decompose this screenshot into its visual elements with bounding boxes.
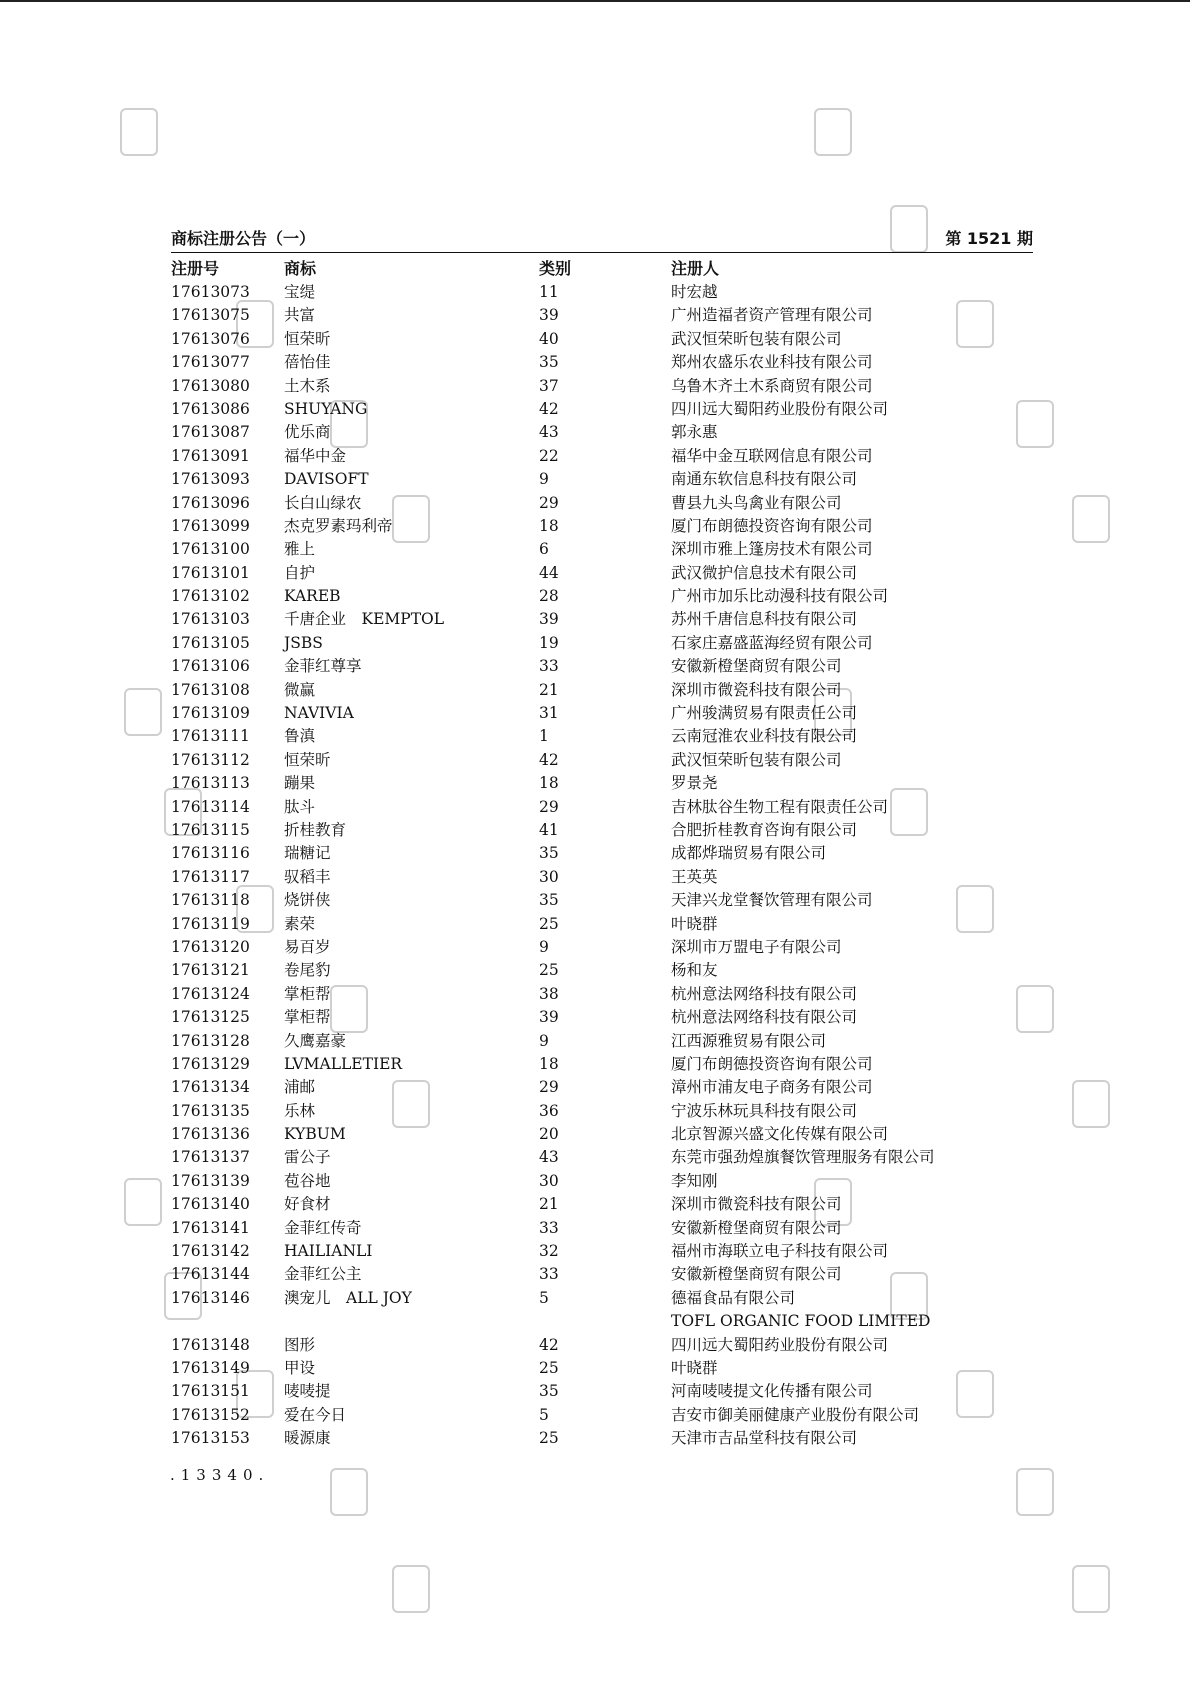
table-header [171, 256, 1033, 280]
table-row [171, 1146, 1033, 1169]
class-cell: 42 [539, 750, 559, 769]
table-row [171, 304, 1033, 327]
registrant-cell: 安徽新橙堡商贸有限公司 [671, 1265, 842, 1284]
table-row [171, 983, 1033, 1006]
table-row [171, 1193, 1033, 1216]
table-row [171, 1380, 1033, 1403]
reg-no-cell: 17613121 [171, 961, 250, 980]
registrant-cell: 王英英 [671, 867, 718, 886]
mark-cell: 烧饼侠 [284, 891, 331, 910]
mark-cell: 肽斗 [284, 797, 316, 816]
reg-no-cell: 17613109 [171, 704, 250, 723]
table-row [171, 796, 1033, 819]
registrant-cell: 福华中金互联网信息有限公司 [671, 446, 873, 465]
watermark-glyph [814, 108, 852, 156]
class-cell: 44 [539, 563, 559, 582]
mark-cell: HAILIANLI [284, 1242, 373, 1261]
mark-cell: 鲁滇 [284, 727, 316, 746]
table-row [171, 889, 1033, 912]
reg-no-cell: 17613111 [171, 727, 250, 746]
watermark-glyph [330, 1468, 368, 1516]
mark-cell: 金菲红传奇 [284, 1218, 362, 1237]
reg-no-cell: 17613076 [171, 329, 250, 348]
registrant-cell: 吉安市御美丽健康产业股份有限公司 [671, 1405, 920, 1424]
table-row [171, 585, 1033, 608]
table-row [171, 328, 1033, 351]
reg-no-cell: 17613119 [171, 914, 250, 933]
registrant-cell: 河南唛唛提文化传播有限公司 [671, 1382, 873, 1401]
registrant-cell: 叶晓群 [671, 1358, 718, 1377]
page-title: 商标注册公告（一） [171, 229, 316, 248]
trademark-table-body [171, 281, 1033, 1451]
registrant-cell: 吉林肽谷生物工程有限责任公司 [671, 797, 889, 816]
registrant-cell: 天津市吉品堂科技有限公司 [671, 1429, 858, 1448]
registrant-cell: 郭永惠 [671, 423, 718, 442]
mark-cell: 澳宠儿 ALL JOY [284, 1288, 412, 1307]
registrant-cell: 成都烨瑞贸易有限公司 [671, 844, 827, 863]
table-row [171, 445, 1033, 468]
mark-cell: 金菲红公主 [284, 1265, 362, 1284]
class-cell: 32 [539, 1242, 559, 1261]
mark-cell: 金菲红尊享 [284, 657, 362, 676]
registrant-cell: 深圳市万盟电子有限公司 [671, 937, 842, 956]
mark-cell: 福华中金 [284, 446, 347, 465]
watermark-glyph [1072, 1565, 1110, 1613]
reg-no-cell: 17613100 [171, 540, 250, 559]
table-row [171, 492, 1033, 515]
mark-cell: KAREB [284, 587, 341, 606]
class-cell: 35 [539, 891, 559, 910]
registrant-cell: 深圳市微瓷科技有限公司 [671, 680, 842, 699]
table-row [171, 468, 1033, 491]
registrant-cell: 江西源雅贸易有限公司 [671, 1031, 827, 1050]
registrant-cell: 叶晓群 [671, 914, 718, 933]
mark-cell: 掌柜帮 [284, 1008, 331, 1027]
class-cell: 6 [539, 540, 549, 559]
class-cell: 35 [539, 1382, 559, 1401]
reg-no-cell: 17613102 [171, 587, 250, 606]
registrant-cell: 南通东软信息科技有限公司 [671, 470, 858, 489]
table-row [171, 679, 1033, 702]
class-cell: 9 [539, 937, 549, 956]
reg-no-cell: 17613096 [171, 493, 250, 512]
table-row [171, 1240, 1033, 1263]
table-row [171, 819, 1033, 842]
reg-no-cell: 17613125 [171, 1008, 250, 1027]
mark-cell: 瑞糖记 [284, 844, 331, 863]
class-cell: 11 [539, 283, 559, 301]
class-cell: 39 [539, 306, 559, 325]
class-cell: 21 [539, 1195, 559, 1214]
reg-no-cell: 17613087 [171, 423, 250, 442]
page-header [171, 222, 1033, 253]
class-cell: 9 [539, 1031, 549, 1050]
registrant-cell: 合肥折桂教育咨询有限公司 [671, 820, 858, 839]
mark-cell: 土木系 [284, 376, 331, 395]
table-row [171, 375, 1033, 398]
mark-cell: 千唐企业 KEMPTOL [284, 610, 445, 629]
reg-no-cell: 17613152 [171, 1405, 250, 1424]
registrant-cell: 杭州意法网络科技有限公司 [671, 984, 858, 1003]
registrant-cell: 李知刚 [671, 1171, 718, 1190]
table-row [171, 702, 1033, 725]
mark-cell: 恒荣昕 [284, 750, 331, 769]
reg-no-cell: 17613086 [171, 399, 250, 418]
reg-no-cell: 17613080 [171, 376, 250, 395]
class-cell: 33 [539, 1218, 559, 1237]
registrant-cell: 武汉微护信息技术有限公司 [671, 563, 858, 582]
class-cell: 33 [539, 1265, 559, 1284]
top-border-line [0, 0, 1190, 2]
mark-cell: 折桂教育 [284, 820, 347, 839]
registrant-cell: 安徽新橙堡商贸有限公司 [671, 1218, 842, 1237]
reg-no-cell: 17613141 [171, 1218, 250, 1237]
table-row [171, 562, 1033, 585]
mark-cell: 雅上 [284, 540, 316, 559]
class-cell: 39 [539, 1008, 559, 1027]
registrant-cell: 罗景尧 [671, 774, 718, 793]
reg-no-cell: 17613112 [171, 750, 250, 769]
table-row [171, 1217, 1033, 1240]
reg-no-cell: 17613106 [171, 657, 250, 676]
watermark-glyph [124, 1178, 162, 1226]
class-cell: 43 [539, 423, 559, 442]
reg-no-cell: 17613091 [171, 446, 250, 465]
registrant-cell: 乌鲁木齐土木系商贸有限公司 [671, 376, 873, 395]
class-cell: 25 [539, 914, 559, 933]
registrant-cell: 福州市海联立电子科技有限公司 [671, 1242, 889, 1261]
class-cell: 18 [539, 774, 559, 793]
reg-no-cell: 17613073 [171, 283, 250, 301]
class-cell: 5 [539, 1405, 549, 1424]
registrant-cell: 杨和友 [671, 961, 718, 980]
mark-cell: 苞谷地 [284, 1171, 331, 1190]
registrant-cell: 东莞市强劲煌旗餐饮管理服务有限公司 [671, 1148, 935, 1167]
class-cell: 42 [539, 1335, 559, 1354]
registrant-cell: 武汉恒荣昕包装有限公司 [671, 329, 842, 348]
class-cell: 18 [539, 516, 559, 535]
table-row [171, 1076, 1033, 1099]
registrant-cell: 北京智源兴盛文化传媒有限公司 [671, 1125, 889, 1144]
mark-cell: NAVIVIA [284, 704, 354, 723]
table-row [171, 538, 1033, 561]
mark-cell: JSBS [284, 633, 323, 652]
table-row [171, 725, 1033, 748]
column-header-class: 类别 [539, 259, 572, 278]
reg-no-cell: 17613136 [171, 1125, 250, 1144]
class-cell: 5 [539, 1288, 549, 1307]
mark-cell: 蓓怡佳 [284, 353, 331, 372]
reg-no-cell: 17613101 [171, 563, 250, 582]
table-row [171, 1263, 1033, 1286]
reg-no-cell: 17613116 [171, 844, 250, 863]
class-cell: 35 [539, 844, 559, 863]
registrant-cell: 苏州千唐信息科技有限公司 [671, 610, 858, 629]
reg-no-cell: 17613144 [171, 1265, 250, 1284]
table-row [171, 281, 1033, 304]
registrant-cell: 广州骏满贸易有限责任公司 [671, 704, 858, 723]
watermark-glyph [1072, 1080, 1110, 1128]
class-cell: 9 [539, 470, 549, 489]
class-cell: 38 [539, 984, 559, 1003]
registrant-cell: 武汉恒荣昕包装有限公司 [671, 750, 842, 769]
mark-cell: 恒荣昕 [284, 329, 331, 348]
table-row [171, 1100, 1033, 1123]
reg-no-cell: 17613093 [171, 470, 250, 489]
mark-cell: 图形 [284, 1335, 316, 1354]
table-row [171, 1053, 1033, 1076]
reg-no-cell: 17613142 [171, 1242, 250, 1261]
class-cell: 30 [539, 1171, 559, 1190]
mark-cell: SHUYANG [284, 399, 368, 418]
reg-no-cell: 17613105 [171, 633, 250, 652]
registrant-cell: 厦门布朗德投资咨询有限公司 [671, 1054, 873, 1073]
registrant-cell: 广州市加乐比动漫科技有限公司 [671, 587, 889, 606]
reg-no-cell: 17613134 [171, 1078, 250, 1097]
class-cell: 39 [539, 610, 559, 629]
mark-cell: 杰克罗素玛利帝 [284, 516, 393, 535]
table-row [171, 1287, 1033, 1334]
class-cell: 40 [539, 329, 559, 348]
mark-cell: KYBUM [284, 1125, 346, 1144]
class-cell: 42 [539, 399, 559, 418]
mark-cell: 优乐商 [284, 423, 331, 442]
registrant-cell: 郑州农盛乐农业科技有限公司 [671, 353, 873, 372]
mark-cell: 久鹰嘉豪 [284, 1031, 347, 1050]
reg-no-cell: 17613128 [171, 1031, 250, 1050]
reg-no-cell: 17613118 [171, 891, 250, 910]
registrant-cell: 深圳市雅上篷房技术有限公司 [671, 540, 873, 559]
reg-no-cell: 17613077 [171, 353, 250, 372]
mark-cell: 自护 [284, 563, 316, 582]
class-cell: 18 [539, 1054, 559, 1073]
registrant-cell: 时宏越 [671, 283, 718, 301]
reg-no-cell: 17613124 [171, 984, 250, 1003]
registrant-cell: 广州造福者资产管理有限公司 [671, 306, 873, 325]
table-row [171, 1334, 1033, 1357]
page-number: .13340. [170, 1466, 270, 1484]
table-row [171, 1030, 1033, 1053]
reg-no-cell: 17613117 [171, 867, 250, 886]
reg-no-cell: 17613108 [171, 680, 250, 699]
reg-no-cell: 17613075 [171, 306, 250, 325]
table-row [171, 1427, 1033, 1450]
table-row [171, 842, 1033, 865]
mark-cell: 驭稻丰 [284, 867, 331, 886]
table-row [171, 772, 1033, 795]
registrant-cell: 宁波乐林玩具科技有限公司 [671, 1101, 858, 1120]
reg-no-cell: 17613129 [171, 1054, 250, 1073]
table-row [171, 1404, 1033, 1427]
class-cell: 33 [539, 657, 559, 676]
reg-no-cell: 17613135 [171, 1101, 250, 1120]
reg-no-cell: 17613149 [171, 1358, 250, 1377]
table-row [171, 936, 1033, 959]
class-cell: 25 [539, 1429, 559, 1448]
table-row [171, 1123, 1033, 1146]
column-header-reg-no: 注册号 [171, 259, 220, 278]
class-cell: 21 [539, 680, 559, 699]
table-row [171, 351, 1033, 374]
class-cell: 29 [539, 1078, 559, 1097]
registrant-cell: 天津兴龙堂餐饮管理有限公司 [671, 891, 873, 910]
registrant-cell: 四川远大蜀阳药业股份有限公司 [671, 1335, 889, 1354]
reg-no-cell: 17613137 [171, 1148, 250, 1167]
registrant-cell: 四川远大蜀阳药业股份有限公司 [671, 399, 889, 418]
class-cell: 25 [539, 961, 559, 980]
class-cell: 43 [539, 1148, 559, 1167]
class-cell: 31 [539, 704, 559, 723]
class-cell: 35 [539, 353, 559, 372]
mark-cell: 乐林 [284, 1101, 316, 1120]
reg-no-cell: 17613115 [171, 820, 250, 839]
mark-cell: LVMALLETIER [284, 1054, 403, 1073]
mark-cell: 蹦果 [284, 774, 316, 793]
class-cell: 25 [539, 1358, 559, 1377]
registrant-cell: 杭州意法网络科技有限公司 [671, 1008, 858, 1027]
mark-cell: 长白山绿农 [284, 493, 362, 512]
mark-cell: 甲设 [284, 1358, 316, 1377]
table-row [171, 749, 1033, 772]
watermark-glyph [392, 1565, 430, 1613]
class-cell: 19 [539, 633, 559, 652]
watermark-glyph [124, 688, 162, 736]
table-row [171, 913, 1033, 936]
mark-cell: 易百岁 [284, 937, 331, 956]
registrant-cell: 厦门布朗德投资咨询有限公司 [671, 516, 873, 535]
reg-no-cell: 17613103 [171, 610, 250, 629]
registrant-cell: 安徽新橙堡商贸有限公司 [671, 657, 842, 676]
table-row [171, 608, 1033, 631]
class-cell: 22 [539, 446, 559, 465]
reg-no-cell: 17613146 [171, 1288, 250, 1307]
class-cell: 20 [539, 1125, 559, 1144]
class-cell: 37 [539, 376, 559, 395]
mark-cell: 暖源康 [284, 1429, 331, 1448]
mark-cell: 素荣 [284, 914, 316, 933]
class-cell: 30 [539, 867, 559, 886]
mark-cell: 共富 [284, 306, 316, 325]
mark-cell: 雷公子 [284, 1148, 331, 1167]
reg-no-cell: 17613099 [171, 516, 250, 535]
reg-no-cell: 17613139 [171, 1171, 250, 1190]
registrant-cell: 石家庄嘉盛蓝海经贸有限公司 [671, 633, 873, 652]
table-row [171, 1006, 1033, 1029]
reg-no-cell: 17613114 [171, 797, 250, 816]
mark-cell: 好食材 [284, 1195, 331, 1214]
mark-cell: 宝缇 [284, 283, 316, 301]
mark-cell: DAVISOFT [284, 470, 369, 489]
watermark-glyph [120, 108, 158, 156]
registrant-cell-line2: TOFL ORGANIC FOOD LIMITED [671, 1312, 931, 1331]
table-row [171, 421, 1033, 444]
registrant-cell: 深圳市微瓷科技有限公司 [671, 1195, 842, 1214]
mark-cell: 掌柜帮 [284, 984, 331, 1003]
mark-cell: 卷尾豹 [284, 961, 331, 980]
table-row [171, 1170, 1033, 1193]
table-row [171, 1357, 1033, 1380]
table-row [171, 632, 1033, 655]
reg-no-cell: 17613153 [171, 1429, 250, 1448]
watermark-glyph [1072, 495, 1110, 543]
table-row [171, 515, 1033, 538]
mark-cell: 爱在今日 [284, 1405, 347, 1424]
registrant-cell: 德福食品有限公司 [671, 1288, 796, 1307]
table-row [171, 959, 1033, 982]
registrant-cell: 云南冠淮农业科技有限公司 [671, 727, 858, 746]
table-row [171, 866, 1033, 889]
mark-cell: 唛唛提 [284, 1382, 331, 1401]
reg-no-cell: 17613140 [171, 1195, 250, 1214]
reg-no-cell: 17613120 [171, 937, 250, 956]
class-cell: 36 [539, 1101, 559, 1120]
mark-cell: 浦邮 [284, 1078, 316, 1097]
column-header-registrant: 注册人 [671, 259, 720, 278]
reg-no-cell: 17613148 [171, 1335, 250, 1354]
table-row [171, 398, 1033, 421]
table-row [171, 655, 1033, 678]
class-cell: 41 [539, 820, 559, 839]
class-cell: 29 [539, 797, 559, 816]
column-header-mark: 商标 [284, 259, 317, 278]
watermark-glyph [1016, 1468, 1054, 1516]
class-cell: 28 [539, 587, 559, 606]
registrant-cell: 曹县九头鸟禽业有限公司 [671, 493, 842, 512]
mark-cell: 微赢 [284, 680, 316, 699]
class-cell: 29 [539, 493, 559, 512]
class-cell: 1 [539, 727, 549, 746]
reg-no-cell: 17613151 [171, 1382, 250, 1401]
issue-number: 第 1521 期 [945, 229, 1033, 248]
reg-no-cell: 17613113 [171, 774, 250, 793]
registrant-cell: 漳州市浦友电子商务有限公司 [671, 1078, 873, 1097]
